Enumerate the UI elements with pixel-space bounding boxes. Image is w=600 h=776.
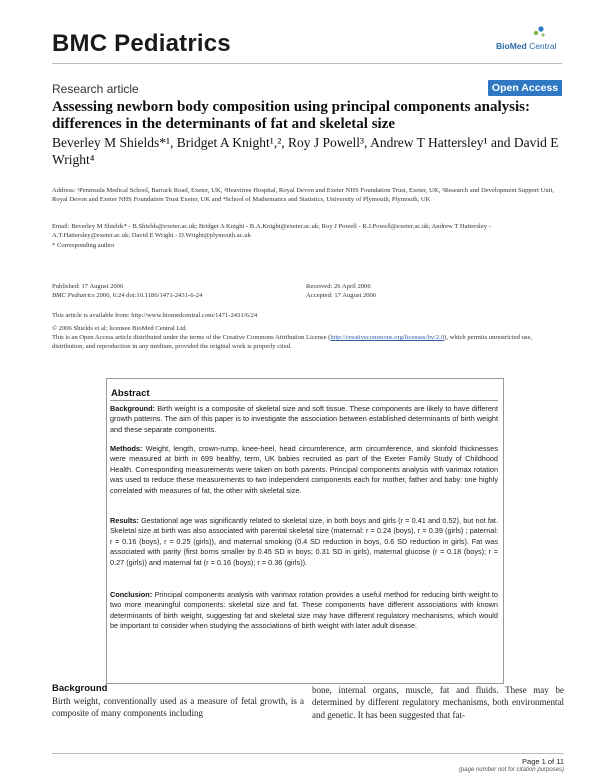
published-date: Published: 17 August 2006 xyxy=(52,283,124,290)
abstract-results: Results: Gestational age was significantly related to skeletal size, in both boys and girls (r = 0.41 and 0.52), but not fat. Skeletal size at birth was also associated with parental skeletal size (maternal: r = 0.24 (boys), r = 0.39 (girls) ; paternal: r = 0.16 (boys), r = 0.25 (girls)), and maternal smoking (0.4 SD reduction in boys, 0.6 SD reduction in girls). Fat was associated with parity (first borns smaller by 0.45 SD in boys; 0.31 SD in girls), maternal glucose (r = 0.18 (boys); r = 0.27 (girls)) and maternal fat (r = 0.16 (boys); r = 0.36 (girls)). xyxy=(110,516,498,567)
license-statement: This is an Open Access article distributed under the terms of the Creative Commons Attribution License (http://creativecommons.org/licenses/by/2.0), which permits unrestricted use, distribution, and reproduction in any medium, provided the original work is properly cited. xyxy=(52,334,533,351)
copyright-notice xyxy=(52,324,564,352)
open-access-badge: Open Access xyxy=(488,80,562,96)
abstract-background: Background: Birth weight is a composite of skeletal size and soft tissue. These components are likely to have different growth patterns. The aim of this paper is to investigate the association between established determinants of birth weight and these separate components. xyxy=(110,404,498,434)
abstract-conclusion: Conclusion: Principal components analysis with varimax rotation provides a useful method for reducing birth weight to two more meaningful components: skeletal size and fat. These components have different associations with known determinants of birth weight, suggesting fat and skeletal size may have different regulatory mechanisms, which would be important to consider when studying the associations of birth weight with later adult disease. xyxy=(110,590,498,631)
publication-info xyxy=(52,282,302,300)
article-title: Assessing newborn body composition using principal components analysis: differences in the determinants of fat and skeletal size xyxy=(52,99,531,132)
author-affiliations: Address: ¹Peninsula Medical School, Barrack Road, Exeter, UK, ²Heavitree Hospital, Royal Devon and Exeter NHS Foundation Trust, Exeter, UK, ³Research and Development Support Unit, Royal Devon and Exeter NHS Foundation Trust Exeter, UK and ⁴School of Mathematics and Statistics, University of Plymouth, Plymouth, UK xyxy=(52,187,555,204)
journal-title: BMC Pediatrics xyxy=(52,30,231,57)
page-number: Page 1 of 11 xyxy=(522,757,564,766)
author-emails: Email: Beverley M Shields* - B.Shields@exeter.ac.uk; Bridget A Knight - B.A.Knight@exeter.ac.uk; Roy J Powell - R.J.Powell@exeter.ac.uk; Andrew T Hattersley - A.T.Hattersley@exeter.ac.uk; David E Wright - D.Wright@plymouth.ac.uk xyxy=(52,223,491,240)
publisher-logo-mark-icon xyxy=(532,24,546,38)
abstract-heading: Abstract xyxy=(111,388,150,399)
abstract-divider xyxy=(110,400,498,401)
author-list: Beverley M Shields*¹, Bridget A Knight¹,², Roy J Powell³, Andrew T Hattersley¹ and David E Wright⁴ xyxy=(52,135,559,167)
publisher-logo[interactable] xyxy=(494,24,564,54)
citation: BMC Pediatrics 2006, 6:24 doi:10.1186/1471-2431-6-24 xyxy=(52,292,203,300)
accepted-date: Accepted: 17 August 2006 xyxy=(306,292,377,300)
availability-url[interactable]: This article is available from: http://www.biomedcentral.com/1471-2431/6/24 xyxy=(52,312,258,319)
publisher-logo-text: BioMed Central xyxy=(496,41,557,51)
body-column-right: bone, internal organs, muscle, fat and fluids. These may be determined by different regulatory mechanisms, both environmental and genetic. It has been suggested that fat- xyxy=(312,685,564,720)
page-number-note: (page number not for citation purposes) xyxy=(458,767,564,773)
header-divider xyxy=(52,63,562,64)
corresponding-author-note: * Corresponding author xyxy=(52,242,115,249)
article-type: Research article xyxy=(52,82,139,96)
footer-divider xyxy=(52,753,564,754)
abstract-methods: Methods: Weight, length, crown-rump, knee-heel, head circumference, arm circumference, and skinfold thicknesses were measured at birth in 699 healthy, term, UK babies recruited as part of the Exeter Family Study of Childhood Health. Corresponding measurements were taken on both parents. Principal components analysis with varimax rotation was used to reduce these measurements to two independent components each for mother, father and baby: one highly correlated with measures of fat, the other with skeletal size. xyxy=(110,444,498,495)
history-info xyxy=(306,282,556,300)
license-link[interactable]: http://creativecommons.org/licenses/by/2.0 xyxy=(330,334,445,342)
body-column-left: Birth weight, conventionally used as a measure of fetal growth, is a composite of many components including xyxy=(52,696,304,719)
section-heading-background: Background xyxy=(52,683,108,694)
copyright-line: © 2006 Shields et al; licensee BioMed Central Ltd. xyxy=(52,325,188,332)
received-date: Received: 26 April 2006 xyxy=(306,283,371,290)
